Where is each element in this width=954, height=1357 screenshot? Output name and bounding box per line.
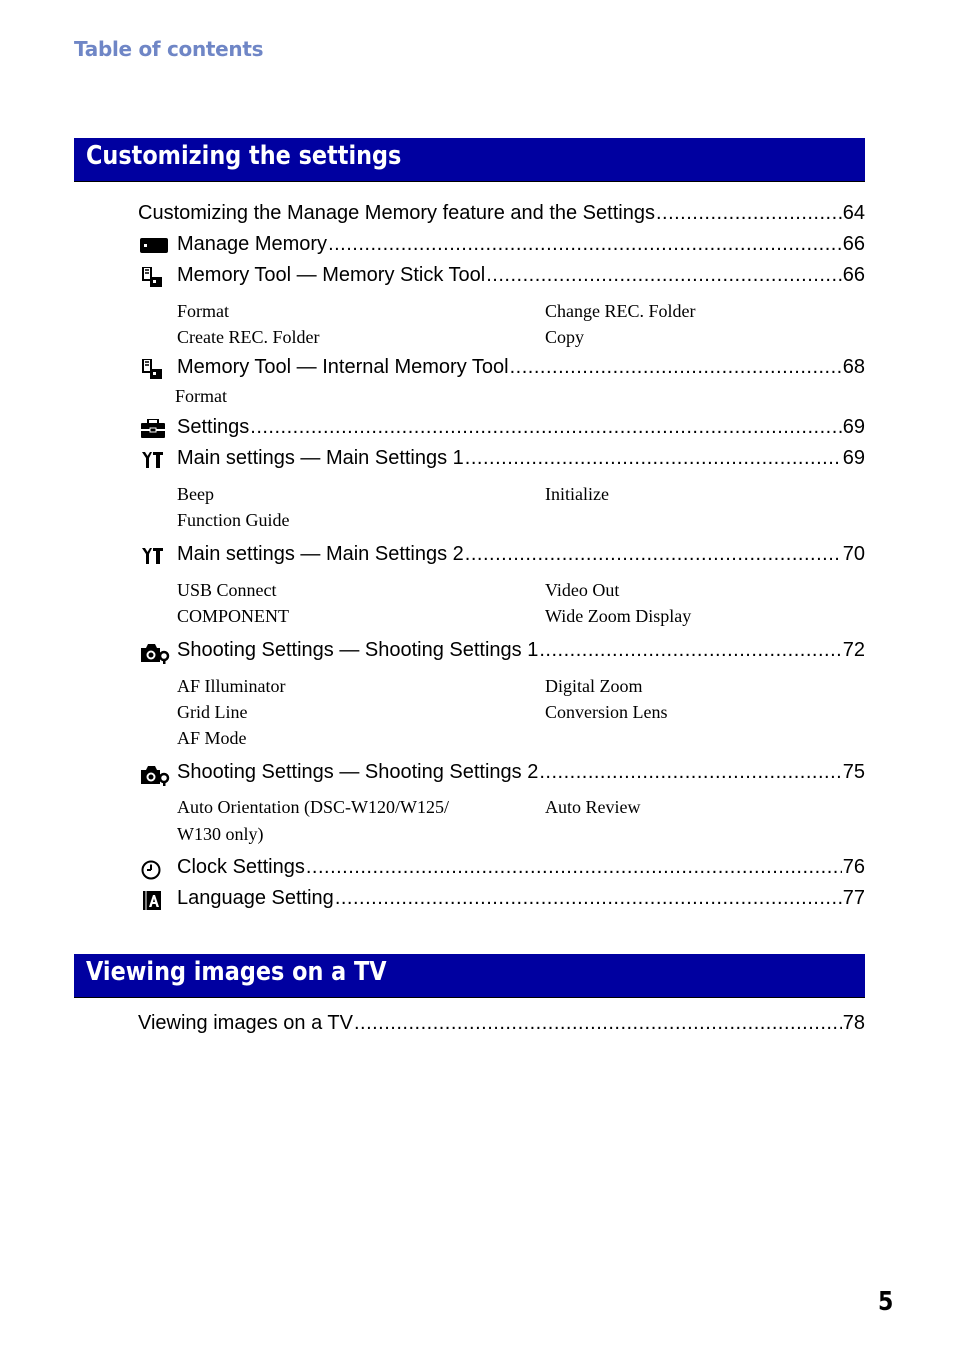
leader-dots <box>250 416 841 439</box>
entry-title: Shooting Settings — Shooting Settings 1 <box>177 639 539 661</box>
sub-item[interactable]: AF Mode <box>177 728 247 748</box>
language-icon <box>140 887 177 913</box>
toc-entry-shooting-settings-2[interactable] <box>140 761 865 787</box>
entry-title: Main settings — Main Settings 1 <box>177 447 464 469</box>
sub-item[interactable]: COMPONENT <box>177 606 290 626</box>
toc-entry-customizing-manage-memory[interactable] <box>138 202 865 228</box>
entry-title: Memory Tool — Memory Stick Tool <box>177 264 486 286</box>
entry-title: Customizing the Manage Memory feature and the Settings <box>138 202 655 224</box>
entry-title: Settings <box>177 416 250 438</box>
sub-item[interactable]: Wide Zoom Display <box>545 606 692 626</box>
sub-item[interactable]: Copy <box>545 327 585 347</box>
leader-dots <box>486 264 842 287</box>
sub-item[interactable]: Initialize <box>545 484 609 504</box>
sub-item[interactable]: Format <box>177 301 229 321</box>
entry-page: 69 <box>842 416 865 438</box>
section-title: Customizing the settings <box>86 141 402 171</box>
leader-dots <box>510 356 842 379</box>
sub-item[interactable]: Digital Zoom <box>545 676 643 696</box>
main-settings-icon <box>140 543 177 569</box>
leader-dots <box>465 543 842 566</box>
sub-item[interactable]: Beep <box>177 484 214 504</box>
toc-entry-shooting-settings-1[interactable] <box>140 639 865 665</box>
entry-page: 64 <box>842 202 865 224</box>
entry-page: 72 <box>842 639 865 661</box>
entry-title: Manage Memory <box>177 233 328 255</box>
leader-dots <box>328 233 842 256</box>
camera-settings-icon <box>140 639 177 665</box>
section-title: Viewing images on a TV <box>86 957 387 987</box>
toc-entry-settings[interactable] <box>140 416 865 442</box>
toc-entry-manage-memory[interactable] <box>140 233 865 259</box>
sub-item: W130 only) <box>177 824 264 844</box>
entry-title: Language Setting <box>177 887 334 909</box>
internal-memory-tool-icon <box>140 356 177 382</box>
entry-page: 70 <box>842 543 865 565</box>
sub-item[interactable]: Function Guide <box>177 510 290 530</box>
table-of-contents-link[interactable]: Table of contents <box>74 37 264 61</box>
camera-settings-icon <box>140 761 177 787</box>
leader-dots <box>539 761 841 784</box>
entry-title: Viewing images on a TV <box>138 1012 353 1034</box>
entry-page: 75 <box>842 761 865 783</box>
entry-page: 66 <box>842 233 865 255</box>
leader-dots <box>656 202 842 225</box>
entry-page: 76 <box>842 856 865 878</box>
leader-dots <box>306 856 842 879</box>
sub-item[interactable]: Format <box>175 386 227 406</box>
sub-item[interactable]: Grid Line <box>177 702 248 722</box>
toc-entry-viewing-images-tv[interactable] <box>138 1012 865 1038</box>
sub-item[interactable]: AF Illuminator <box>177 676 286 696</box>
entry-page: 66 <box>842 264 865 286</box>
entry-title: Memory Tool — Internal Memory Tool <box>177 356 509 378</box>
main-settings-icon <box>140 447 177 473</box>
toolbox-icon <box>140 416 177 442</box>
toc-entry-memory-stick-tool[interactable] <box>140 264 865 290</box>
sub-item[interactable]: Change REC. Folder <box>545 301 696 321</box>
toc-entry-internal-memory-tool[interactable] <box>140 356 865 382</box>
sub-item[interactable]: USB Connect <box>177 580 277 600</box>
section-header-customizing <box>74 138 865 182</box>
leader-dots <box>465 447 842 470</box>
sub-item[interactable]: Auto Review <box>545 797 641 817</box>
sub-item[interactable]: Video Out <box>545 580 620 600</box>
leader-dots <box>335 887 842 910</box>
entry-title: Main settings — Main Settings 2 <box>177 543 464 565</box>
entry-page: 68 <box>842 356 865 378</box>
memory-stick-tool-icon <box>140 264 177 290</box>
toc-entry-main-settings-1[interactable] <box>140 447 865 473</box>
leader-dots <box>539 639 841 662</box>
sub-item[interactable]: Conversion Lens <box>545 702 668 722</box>
entry-page: 69 <box>842 447 865 469</box>
entry-title: Shooting Settings — Shooting Settings 2 <box>177 761 539 783</box>
entry-page: 77 <box>842 887 865 909</box>
entry-page: 78 <box>842 1012 865 1034</box>
toc-entry-clock-settings[interactable] <box>140 856 865 882</box>
section-header-viewing-tv <box>74 954 865 998</box>
toc-entry-language-setting[interactable] <box>140 887 865 913</box>
memory-card-icon <box>140 233 177 259</box>
page-number: 5 <box>878 1287 894 1317</box>
entry-title: Clock Settings <box>177 856 305 878</box>
toc-entry-main-settings-2[interactable] <box>140 543 865 569</box>
sub-item[interactable]: Create REC. Folder <box>177 327 320 347</box>
sub-item[interactable]: Auto Orientation (DSC-W120/W125/ <box>177 797 449 817</box>
leader-dots <box>354 1012 842 1035</box>
clock-icon <box>140 856 177 882</box>
